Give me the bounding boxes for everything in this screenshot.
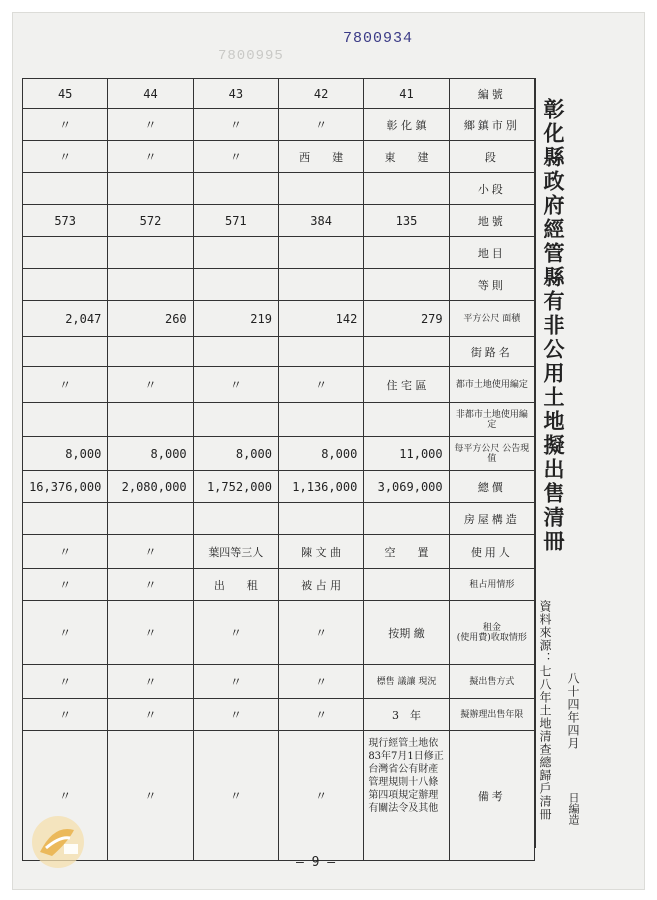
land-sale-table: [22, 78, 535, 861]
compile-date: 八十四年四月: [566, 672, 580, 750]
cell-rent-43: 〃: [193, 601, 278, 665]
cell-no-44: 44: [108, 79, 193, 109]
row-land-category: [23, 237, 535, 269]
header-area-label: 面積: [502, 313, 521, 324]
data-source: 資料來源：七八年土地清查總歸戶清冊: [538, 600, 552, 821]
page-number: — 9 —: [296, 855, 336, 870]
cell-price-45: 8,000: [23, 437, 108, 471]
cell-zone-44: 〃: [108, 367, 193, 403]
cell-period-43: 〃: [193, 699, 278, 731]
cell-parcel-45: 573: [23, 205, 108, 237]
cell-section-43: 〃: [193, 141, 278, 173]
cell-remarks-42: 〃: [278, 731, 363, 861]
row-zone-urban: [23, 367, 535, 403]
row-total-value: [23, 471, 535, 503]
cell-remarks-45: 〃: [23, 731, 108, 861]
cell-section-45: 〃: [23, 141, 108, 173]
row-zone-nonurban: [23, 403, 535, 437]
cell-zone-43: 〃: [193, 367, 278, 403]
row-road: [23, 337, 535, 367]
cell-method-43: 〃: [193, 665, 278, 699]
cell-total-45: 16,376,000: [23, 471, 108, 503]
row-price: [23, 437, 535, 471]
cell-use-43: 葉四等三人: [193, 535, 278, 569]
cell-occupancy-45: 〃: [23, 569, 108, 601]
cell-no-42: 42: [278, 79, 363, 109]
cell-no-43: 43: [193, 79, 278, 109]
row-building: [23, 503, 535, 535]
cell-no-41: 41: [364, 79, 449, 109]
cell-parcel-42: 384: [278, 205, 363, 237]
cell-method-42: 〃: [278, 665, 363, 699]
header-remarks: 備考: [449, 731, 534, 861]
cell-price-42: 8,000: [278, 437, 363, 471]
title-divider: [535, 78, 536, 848]
header-area-unit: 平方公尺: [463, 313, 500, 324]
header-land-category: 地目: [449, 237, 534, 269]
row-parcel: [23, 205, 535, 237]
header-price: [449, 437, 534, 471]
header-sale-method: 擬出售方式: [449, 665, 534, 699]
header-total-value: 總價: [449, 471, 534, 503]
cell-section-42: 西 建: [278, 141, 363, 173]
cell-use-42: 陳 文 曲: [278, 535, 363, 569]
cell-township-45: 〃: [23, 109, 108, 141]
header-grade: 等則: [449, 269, 534, 301]
archive-logo-icon: [24, 808, 94, 870]
cell-price-44: 8,000: [108, 437, 193, 471]
compile-note: 日編造: [567, 792, 580, 825]
row-sale-period: [23, 699, 535, 731]
cell-total-42: 1,136,000: [278, 471, 363, 503]
cell-use-45: 〃: [23, 535, 108, 569]
cell-occupancy-43: 出 租: [193, 569, 278, 601]
header-township: 鄉鎮市別: [449, 109, 534, 141]
cell-area-42: 142: [278, 301, 363, 337]
header-zone-nonurban: 非都市土地使用編定: [449, 403, 534, 437]
header-use: 使用人: [449, 535, 534, 569]
cell-area-41: 279: [364, 301, 449, 337]
cell-township-44: 〃: [108, 109, 193, 141]
cell-total-44: 2,080,000: [108, 471, 193, 503]
header-parcel: 地號: [449, 205, 534, 237]
header-section: 段: [449, 141, 534, 173]
cell-occupancy-42: 被 占 用: [278, 569, 363, 601]
cell-rent-42: 〃: [278, 601, 363, 665]
cell-remarks-43: 〃: [193, 731, 278, 861]
header-price-unit: 每平方公尺: [454, 443, 500, 454]
cell-total-41: 3,069,000: [364, 471, 449, 503]
row-sale-method: [23, 665, 535, 699]
row-township: [23, 109, 535, 141]
cell-section-44: 〃: [108, 141, 193, 173]
cell-zone-42: 〃: [278, 367, 363, 403]
row-occupancy: [23, 569, 535, 601]
cell-parcel-43: 571: [193, 205, 278, 237]
cell-price-41: 11,000: [364, 437, 449, 471]
cell-zone-41: 住 宅 區: [364, 367, 449, 403]
row-remarks: [23, 731, 535, 861]
ghost-document-number: 7800995: [218, 48, 284, 64]
cell-area-45: 2,047: [23, 301, 108, 337]
header-rent-sub: (使用費)收取情形: [456, 632, 527, 643]
document-title: 彰化縣政府經管縣有非公用土地擬出售清冊: [541, 98, 566, 554]
header-no: 編號: [449, 79, 534, 109]
header-rent: [449, 601, 534, 665]
cell-period-44: 〃: [108, 699, 193, 731]
cell-price-43: 8,000: [193, 437, 278, 471]
header-price-label: 公告現值: [487, 443, 530, 464]
header-building: 房屋構造: [449, 503, 534, 535]
cell-rent-44: 〃: [108, 601, 193, 665]
cell-use-41: 空 置: [364, 535, 449, 569]
cell-remarks-41: 現行經管土地依83年7月1日修正台灣省公有財產管理規則十八條第四項規定辦理有關法令及其他: [364, 731, 449, 861]
cell-township-42: 〃: [278, 109, 363, 141]
row-subsection: [23, 173, 535, 205]
header-area: [449, 301, 534, 337]
row-number: [23, 79, 535, 109]
cell-period-42: 〃: [278, 699, 363, 731]
document-number: 7800934: [343, 30, 414, 47]
header-rent-label: 租金: [482, 622, 501, 633]
header-occupancy: 租占用情形: [449, 569, 534, 601]
cell-zone-45: 〃: [23, 367, 108, 403]
cell-remarks-44: 〃: [108, 731, 193, 861]
cell-method-44: 〃: [108, 665, 193, 699]
cell-total-43: 1,752,000: [193, 471, 278, 503]
cell-area-43: 219: [193, 301, 278, 337]
cell-occupancy-44: 〃: [108, 569, 193, 601]
cell-rent-41: 按期 繳: [364, 601, 449, 665]
header-sale-period: 擬辦理出售年限: [449, 699, 534, 731]
cell-parcel-44: 572: [108, 205, 193, 237]
cell-township-41: 彰 化 鎮: [364, 109, 449, 141]
row-section: [23, 141, 535, 173]
cell-parcel-41: 135: [364, 205, 449, 237]
cell-rent-45: 〃: [23, 601, 108, 665]
cell-area-44: 260: [108, 301, 193, 337]
cell-use-44: 〃: [108, 535, 193, 569]
row-rent: [23, 601, 535, 665]
cell-method-41: 標售 議讓 現況: [364, 665, 449, 699]
cell-section-41: 東 建: [364, 141, 449, 173]
cell-period-41: 3 年: [364, 699, 449, 731]
header-road: 街路名: [449, 337, 534, 367]
row-area: [23, 301, 535, 337]
cell-no-45: 45: [23, 79, 108, 109]
cell-occupancy-41: [364, 569, 449, 601]
row-use: [23, 535, 535, 569]
row-grade: [23, 269, 535, 301]
cell-township-43: 〃: [193, 109, 278, 141]
cell-method-45: 〃: [23, 665, 108, 699]
header-subsection: 小段: [449, 173, 534, 205]
header-zone-urban: 都市土地使用編定: [449, 367, 534, 403]
cell-period-45: 〃: [23, 699, 108, 731]
